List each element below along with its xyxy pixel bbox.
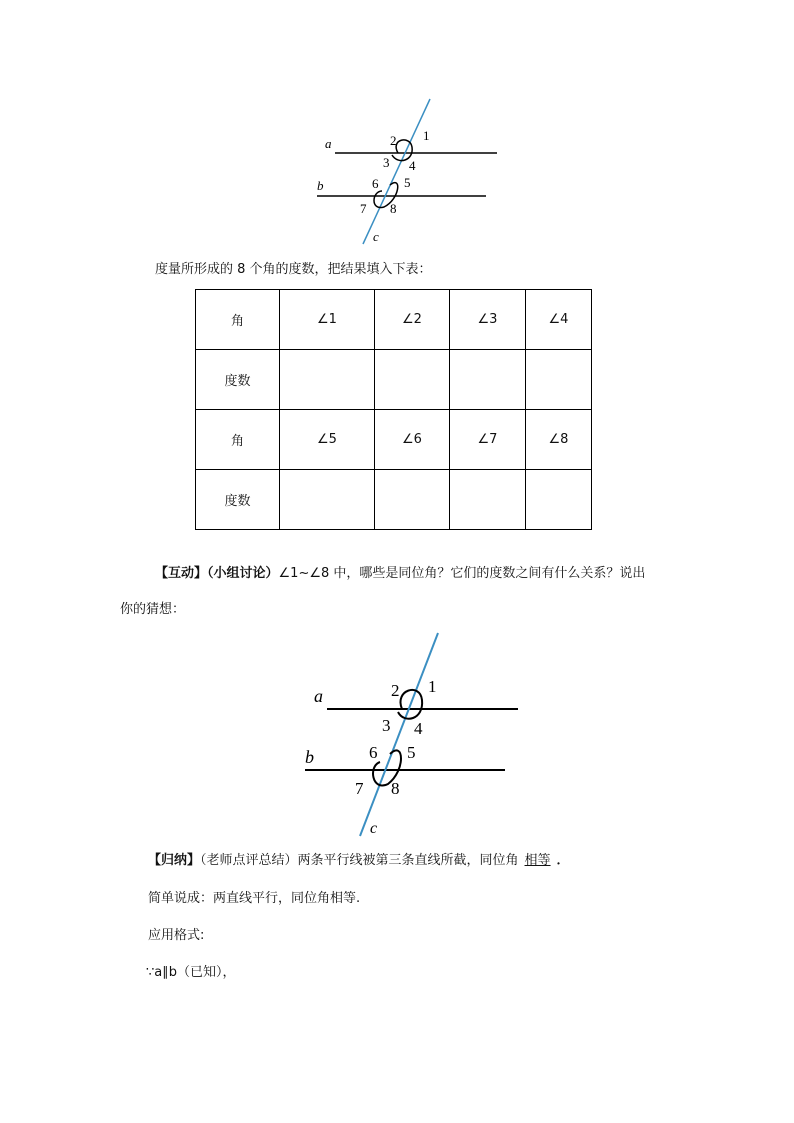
summary-tag: 【归纳】 (148, 853, 201, 868)
instruction-text: 度量所形成的 8 个角的度数，把结果填入下表： (155, 262, 432, 277)
figure-parallel-lines-1 (300, 95, 510, 250)
angle-label-3: 3 (382, 716, 391, 735)
angle-table (195, 289, 592, 530)
label-b: b (305, 747, 314, 767)
table-cell: ∠1 (280, 290, 375, 350)
table-cell-empty[interactable] (280, 350, 375, 410)
label-b: b (317, 178, 324, 193)
angle-label-7: 7 (360, 201, 367, 216)
table-cell-empty[interactable] (450, 350, 526, 410)
format-label: 应用格式: (148, 928, 205, 943)
table-cell: ∠2 (375, 290, 450, 350)
interact-group: （小组讨论） (207, 566, 279, 581)
table-cell-empty[interactable] (450, 470, 526, 530)
summary-end: ． (556, 853, 570, 868)
summary-answer: 相等 (524, 853, 551, 868)
table-cell: 度数 (196, 470, 280, 530)
table-cell: ∠4 (526, 290, 592, 350)
label-a: a (325, 136, 332, 151)
simple-statement: 简单说成：两直线平行，同位角相等. (148, 891, 361, 906)
table-cell: 角 (196, 410, 280, 470)
table-cell: ∠6 (375, 410, 450, 470)
angle-label-4: 4 (414, 719, 423, 738)
transversal-c (360, 633, 438, 836)
table-cell: ∠7 (450, 410, 526, 470)
table-cell: 角 (196, 290, 280, 350)
label-a: a (314, 686, 323, 706)
angle-label-6: 6 (369, 743, 378, 762)
table-row (196, 470, 592, 530)
table-cell-empty[interactable] (526, 470, 592, 530)
table-cell-empty[interactable] (375, 470, 450, 530)
table-cell-empty[interactable] (526, 350, 592, 410)
angle-label-7: 7 (355, 779, 364, 798)
angle-label-8: 8 (391, 779, 400, 798)
table-cell-empty[interactable] (375, 350, 450, 410)
interact-paragraph (155, 562, 645, 581)
summary-paragraph (148, 849, 570, 868)
interact-tag: 【互动】 (155, 566, 208, 581)
table-cell: 度数 (196, 350, 280, 410)
interact-question-line2: 你的猜想： (120, 602, 186, 617)
table-cell-empty[interactable] (280, 470, 375, 530)
summary-text: （老师点评总结）两条平行线被第三条直线所截，同位角 (200, 853, 519, 868)
angle-label-2: 2 (391, 681, 400, 700)
table-row (196, 350, 592, 410)
angle-label-5: 5 (407, 743, 416, 762)
table-cell: ∠3 (450, 290, 526, 350)
angle-label-2: 2 (390, 133, 397, 148)
table-row (196, 290, 592, 350)
angle-label-3: 3 (383, 155, 390, 170)
angle-label-1: 1 (428, 677, 437, 696)
label-c: c (370, 820, 378, 837)
angle-label-1: 1 (423, 128, 430, 143)
table-row (196, 410, 592, 470)
label-c: c (373, 229, 379, 244)
table-cell: ∠5 (280, 410, 375, 470)
angle-label-8: 8 (390, 201, 397, 216)
format-line: ∵a∥b（已知）， (146, 965, 236, 980)
angle-label-5: 5 (404, 175, 411, 190)
table-cell: ∠8 (526, 410, 592, 470)
interact-question: ∠1~∠8 中，哪些是同位角？它们的度数之间有什么关系？说出 (278, 566, 646, 581)
figure-parallel-lines-2 (298, 630, 528, 838)
angle-label-6: 6 (372, 176, 379, 191)
transversal-c (363, 99, 430, 244)
angle-label-4: 4 (409, 158, 416, 173)
